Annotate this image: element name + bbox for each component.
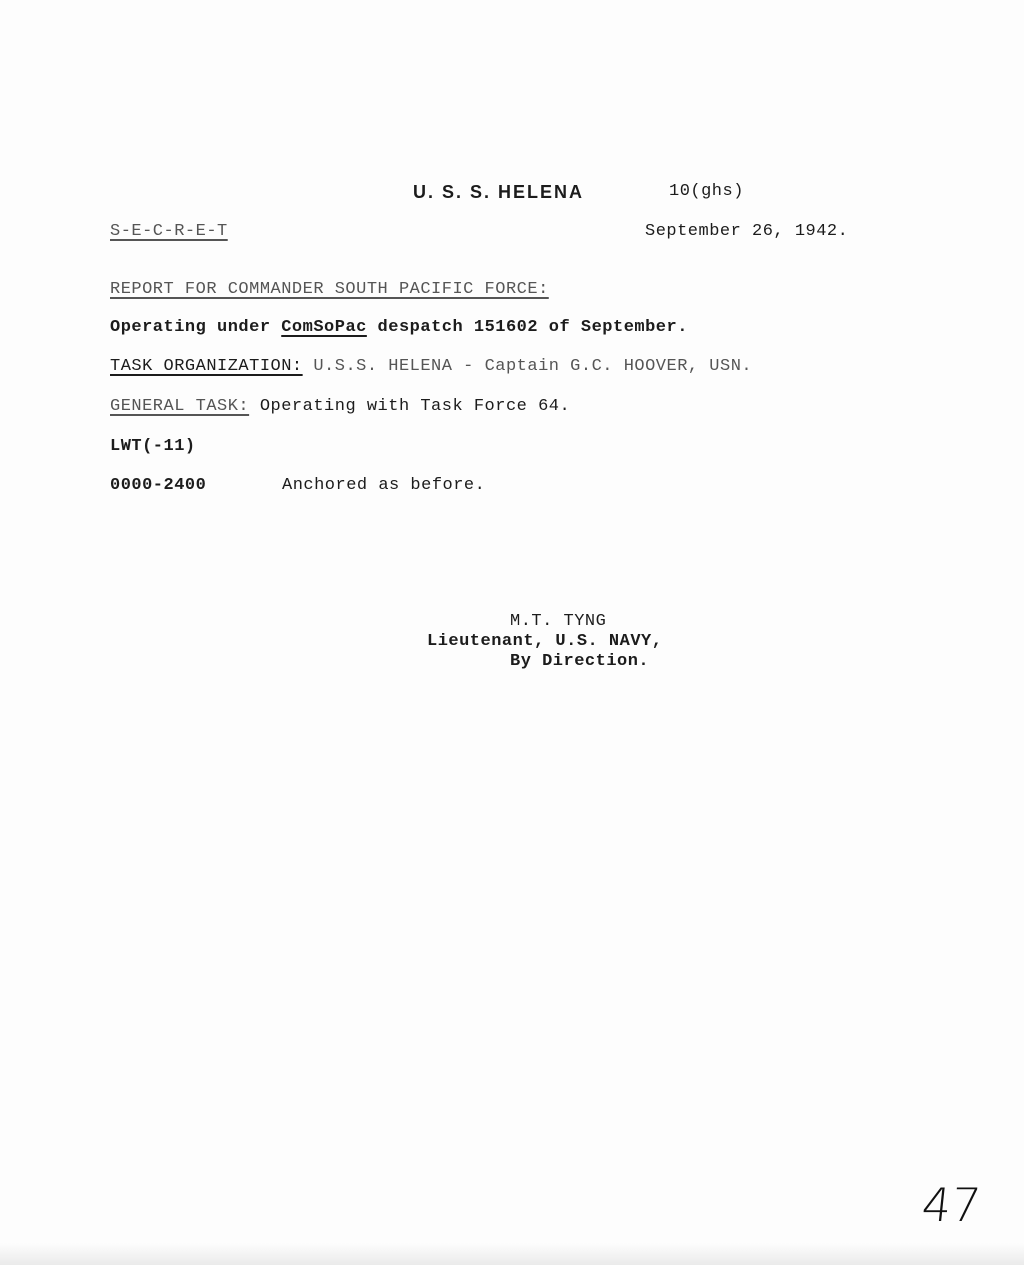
log-time: 0000-2400 [110, 476, 207, 495]
general-task-value: Operating with Task Force 64. [249, 397, 571, 416]
operating-line [110, 318, 688, 338]
signature-name: M.T. TYNG [510, 612, 607, 631]
task-organization-line [110, 357, 752, 377]
log-entry: Anchored as before. [282, 476, 486, 495]
task-organization-value: U.S.S. HELENA - Captain G.C. HOOVER, USN. [302, 357, 753, 376]
signature-authority: By Direction. [510, 652, 650, 671]
general-task-label: GENERAL TASK: [110, 397, 250, 416]
ship-name: U. S. S. HELENA [413, 182, 585, 202]
classification: S-E-C-R-E-T [110, 222, 228, 241]
operating-suffix: despatch 151602 of September. [366, 318, 688, 337]
general-task-line [110, 397, 570, 417]
lwt-line: LWT(-11) [110, 437, 196, 456]
task-organization-label: TASK ORGANIZATION: [110, 357, 303, 376]
file-code: 10(ghs) [669, 182, 744, 201]
comsopac-ref: ComSoPac [281, 318, 367, 337]
page-number: 47 [919, 1178, 984, 1232]
report-heading: REPORT FOR COMMANDER SOUTH PACIFIC FORCE: [110, 280, 549, 299]
document-date: September 26, 1942. [645, 222, 849, 241]
signature-rank: Lieutenant, U.S. NAVY, [427, 632, 663, 651]
operating-prefix: Operating under [110, 318, 282, 337]
